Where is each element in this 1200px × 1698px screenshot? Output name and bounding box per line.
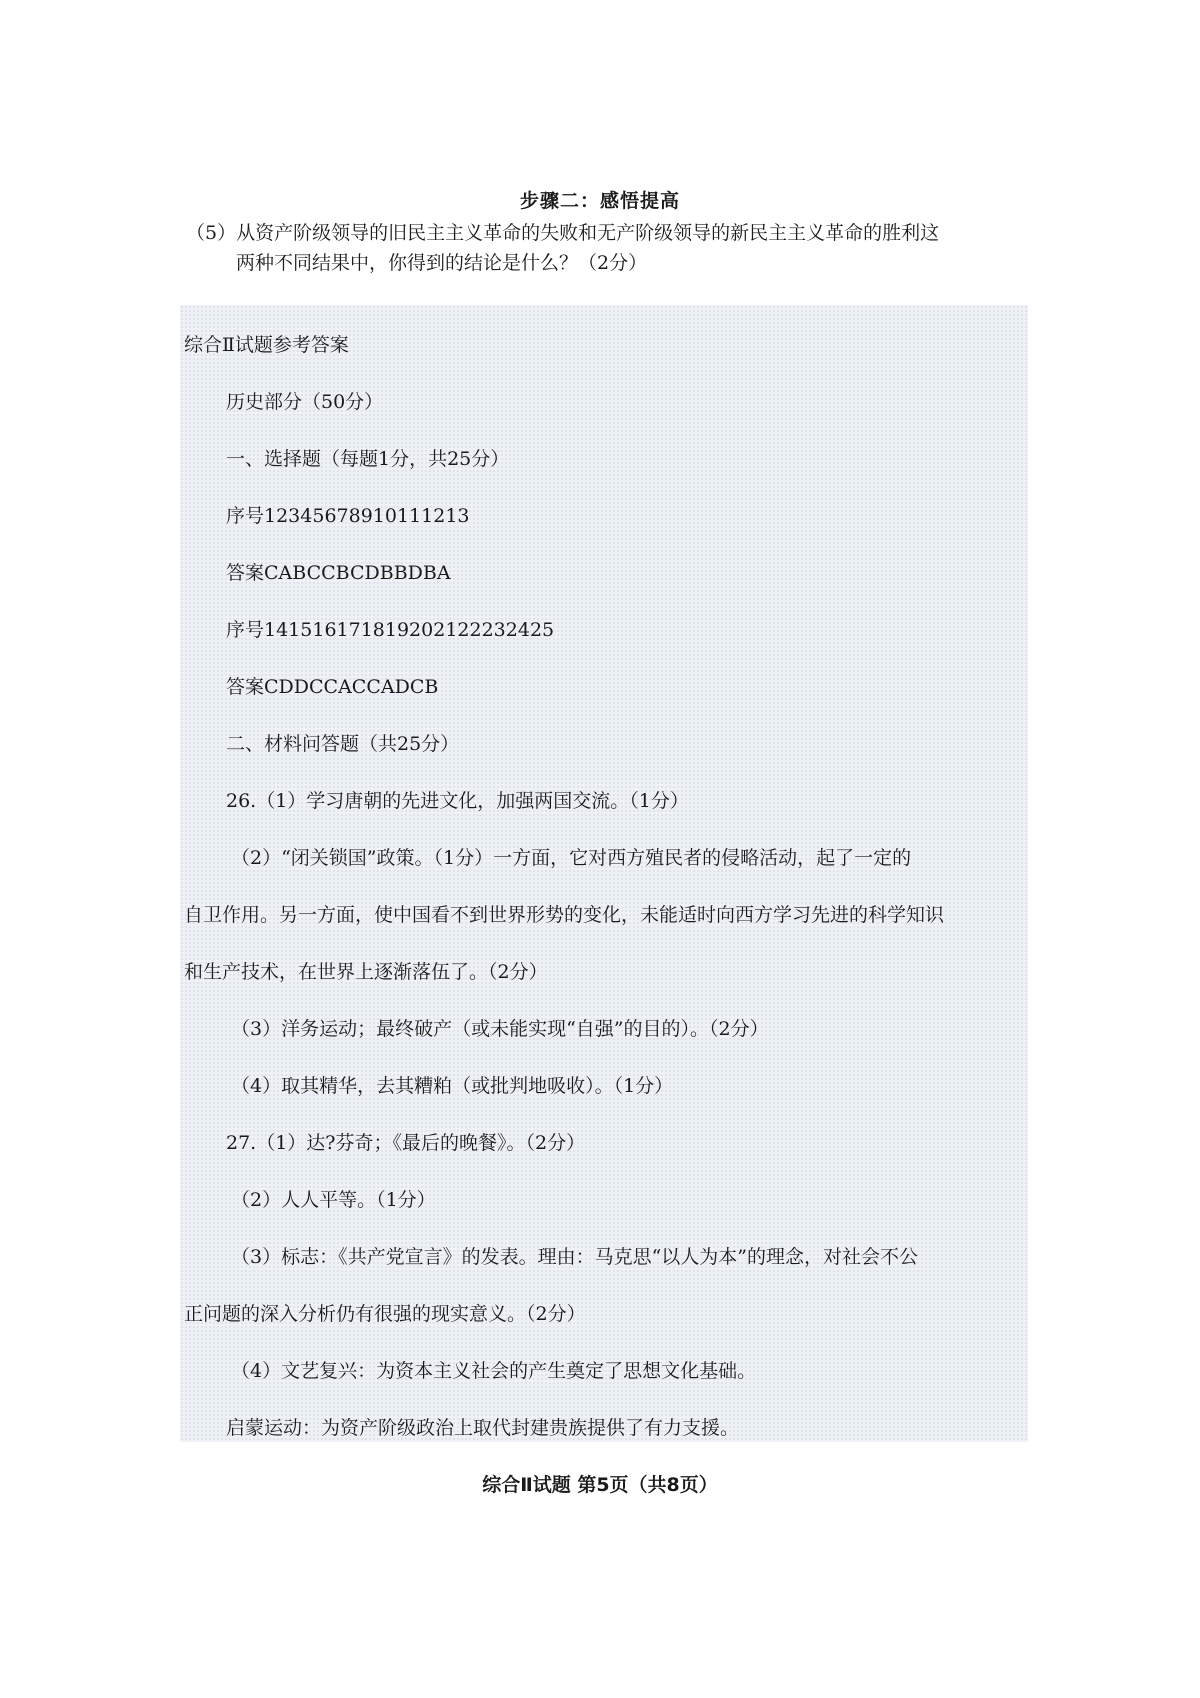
choice-section-header: 一、选择题（每题1分，共25分） (226, 448, 510, 470)
q26-part-4: （4）取其精华，去其糟粕（或批判地吸收）。（1分） (231, 1075, 674, 1097)
q27-part-4-line-1: （4）文艺复兴：为资本主义社会的产生奠定了思想文化基础。 (231, 1360, 757, 1382)
choice-row-1-numbers: 序号12345678910111213 (226, 505, 470, 527)
choice-row-2-answers: 答案CDDCCACCADCB (226, 676, 439, 698)
choice-row-2-numbers: 序号141516171819202122232425 (226, 619, 555, 641)
history-section-header: 历史部分（50分） (226, 391, 384, 413)
q26-part-1: 26.（1）学习唐朝的先进文化，加强两国交流。（1分） (226, 790, 689, 812)
question-5 (186, 218, 1036, 278)
q26-part-2-line-1: （2）“闭关锁国”政策。（1分）一方面，它对西方殖民者的侵略活动，起了一定的 (231, 847, 912, 869)
q27-part-3-line-2: 正问题的深入分析仍有很强的现实意义。（2分） (184, 1303, 586, 1325)
q27-part-2: （2）人人平等。（1分） (231, 1189, 436, 1211)
page-footer: 综合Ⅱ试题 第5页（共8页） (482, 1474, 718, 1496)
q27-part-3-line-1: （3）标志：《共产党宣言》的发表。理由：马克思“以人为本”的理念，对社会不公 (231, 1246, 919, 1268)
q26-part-2-line-2: 自卫作用。另一方面，使中国看不到世界形势的变化，未能适时向西方学习先进的科学知识 (184, 904, 945, 926)
answer-key-box (180, 305, 1028, 1442)
q27-part-4-line-2: 启蒙运动：为资产阶级政治上取代封建贵族提供了有力支援。 (226, 1417, 740, 1439)
question-line-1: （5）从资产阶级领导的旧民主主义革命的失败和无产阶级领导的新民主主义革命的胜利这 (186, 222, 940, 244)
choice-row-1-answers: 答案CABCCBCDBBDBA (226, 562, 451, 584)
question-line-2: 两种不同结果中，你得到的结论是什么？（2分） (236, 252, 648, 274)
answer-title: 综合Ⅱ试题参考答案 (184, 334, 349, 356)
q27-part-1: 27.（1）达?芬奇；《最后的晚餐》。（2分） (226, 1132, 586, 1154)
q26-part-2-line-3: 和生产技术，在世界上逐渐落伍了。（2分） (184, 961, 548, 983)
material-section-header: 二、材料问答题（共25分） (226, 733, 460, 755)
q26-part-3: （3）洋务运动；最终破产（或未能实现“自强”的目的）。（2分） (231, 1018, 769, 1040)
step-heading: 步骤二：感悟提高 (519, 190, 680, 212)
